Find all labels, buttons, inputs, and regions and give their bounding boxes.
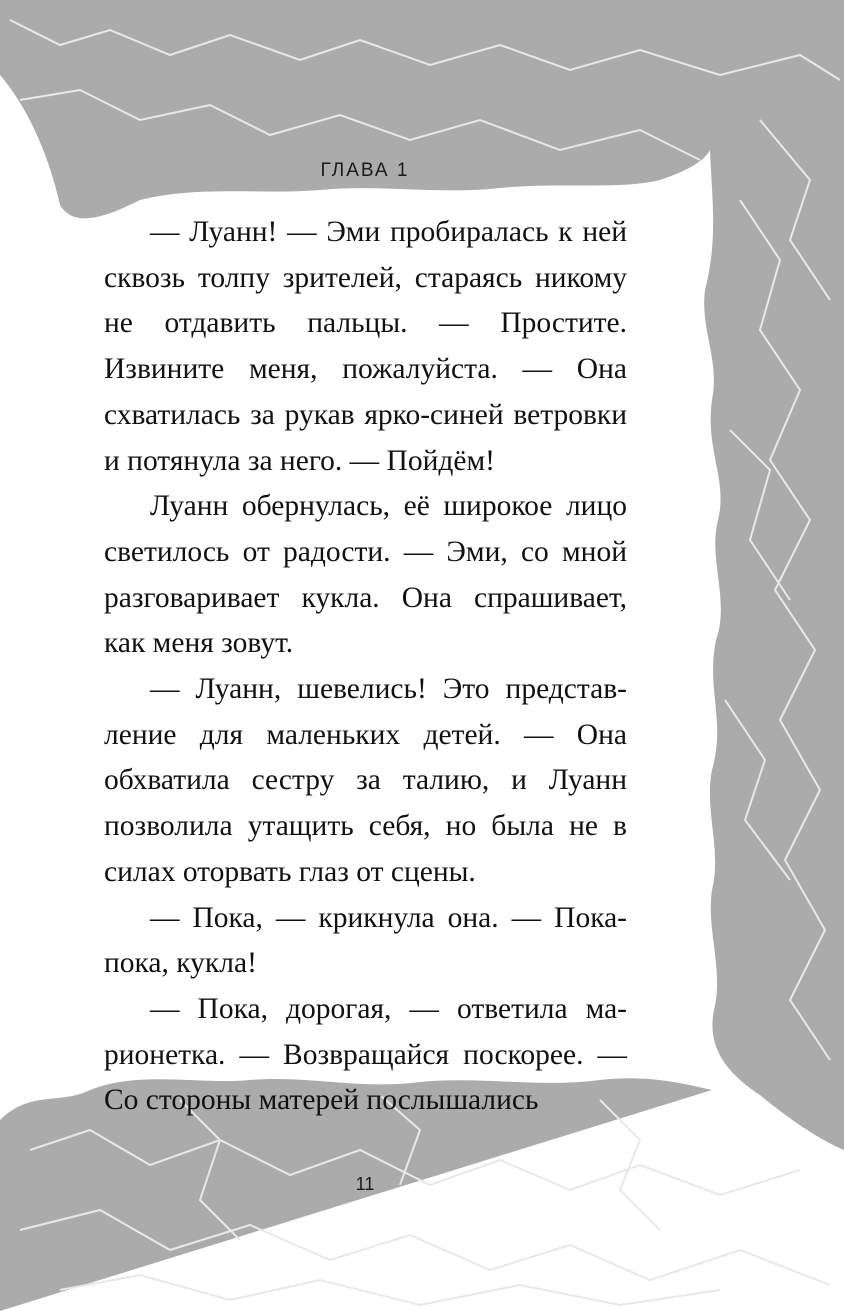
paragraph: Луанн обернулась, её широкое лицо светилось от радости. — Эми, со мной разговаривает кукла. Она спрашивает, как меня зовут. [104, 490, 627, 660]
paragraph: — Луанн! — Эми пробиралась к ней сквозь толпу зрителей, стараясь никому не отдавить пальцы. — Простите. Извините меня, пожалуйста. — Она схватилась за рукав ярко-синей ветровки и потянула за него. — Пойдём! [104, 216, 627, 477]
chapter-heading: ГЛАВА 1 [320, 160, 410, 181]
page-number: 11 [355, 1174, 375, 1194]
paragraph: — Пока, дорогая, — ответила марионетка. — Возвращайся поскорее. — Со стороны матерей послышались [104, 992, 627, 1117]
paragraph: — Луанн, шевелись! Это представление для маленьких детей. — Она обхватила сестру за талию, и Луанн позволила утащить себя, но была не в силах оторвать глаз от сцены. [104, 673, 627, 888]
paragraph: — Пока, — крикнула она. — Пока-пока, кукла! [104, 901, 627, 980]
body-text [104, 210, 627, 1124]
